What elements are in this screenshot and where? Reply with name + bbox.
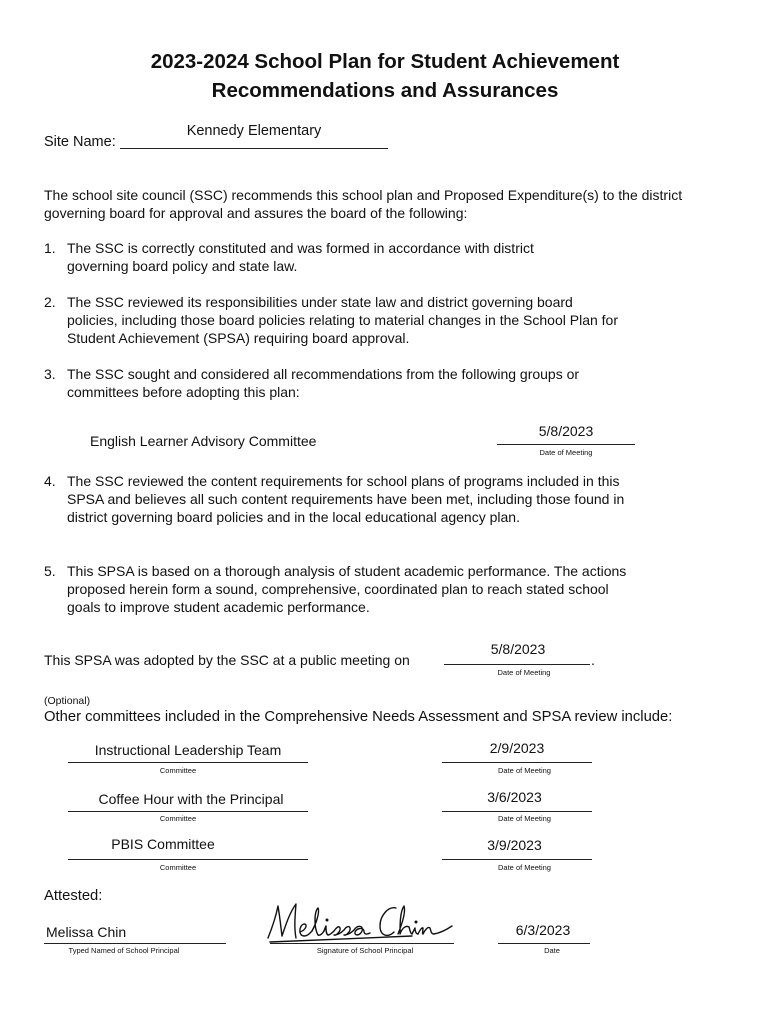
intro-paragraph: The school site council (SSC) recommends this school plan and Proposed Expenditure(s) to the district governing board for approval and assures the board of the following: [44,187,683,221]
item-1-number: 1. [44,240,56,256]
committee-1-date-caption: Date of Meeting [498,766,551,775]
committee-2-date-line [442,811,592,812]
committee-1-caption: Committee [159,766,197,775]
site-name-underline [120,148,388,149]
elac-committee-name: English Learner Advisory Committee [90,433,317,449]
committee-3-line [68,859,308,860]
committee-2-date-caption: Date of Meeting [498,814,551,823]
adopted-date: 5/8/2023 [490,641,546,657]
committee-3-date: 3/9/2023 [487,837,542,853]
committee-3-name: PBIS Committee [111,836,215,852]
signature-line [270,943,454,944]
item-5-text: This SPSA is based on a thorough analysis of student academic performance. The actions proposed herein form a sound, comprehensive, coordinated plan to reach stated school goals to improve student academic performance. [67,563,627,615]
signature-caption: Signature of School Principal [316,946,414,955]
item-2-text: The SSC reviewed its responsibilities under state law and district governing board policies, including those board policies relating to material changes in the School Plan for Student Achievement (SPSA) requiring board approval. [67,294,618,346]
committee-1-line [68,762,308,763]
item-1-text: The SSC is correctly constituted and was formed in accordance with district governing board policy and state law. [67,240,534,274]
doc-title-line2: Recommendations and Assurances [211,79,559,102]
sign-date-caption: Date [544,946,560,955]
site-name-value: Kennedy Elementary [186,123,322,139]
sign-date-line [498,943,590,944]
other-committees-label: Other committees included in the Comprehensive Needs Assessment and SPSA review include: [44,709,673,725]
committee-2-date: 3/6/2023 [487,789,542,805]
committee-2-line [68,811,308,812]
committee-2-name: Coffee Hour with the Principal [98,791,284,807]
item-3-number: 3. [44,366,56,382]
committee-3-date-caption: Date of Meeting [498,863,551,872]
item-4-number: 4. [44,473,56,489]
adopted-date-caption: Date of Meeting [497,668,551,677]
committee-1-name: Instructional Leadership Team [94,742,282,758]
principal-typed-name: Melissa Chin [46,924,127,940]
attested-label: Attested: [44,888,103,904]
item-3-text: The SSC sought and considered all recommendations from the following groups or committees before adopting this plan: [67,366,580,400]
principal-name-line [44,943,226,944]
elac-date-caption: Date of Meeting [539,448,593,457]
item-4-text: The SSC reviewed the content requirements for school plans of programs included in this SPSA and believes all such content requirements have been met, including those found in district governing board policies and in the local educational agency plan. [67,473,625,525]
committee-3-caption: Committee [159,863,197,872]
adopted-statement: This SPSA was adopted by the SSC at a public meeting on [44,652,410,668]
elac-meeting-date: 5/8/2023 [538,423,594,439]
doc-title-line1: 2023-2024 School Plan for Student Achievement [150,50,620,73]
adopted-date-line [444,664,590,665]
committee-3-date-line [442,859,592,860]
site-name-label: Site Name: [44,134,116,150]
committee-1-date-line [442,762,592,763]
principal-signature [262,898,458,946]
item-2-number: 2. [44,294,56,310]
principal-name-caption: Typed Named of School Principal [68,946,180,955]
sign-date: 6/3/2023 [515,922,571,938]
committee-2-caption: Committee [159,814,197,823]
optional-label: (Optional) [44,695,91,707]
committee-1-date: 2/9/2023 [489,740,545,756]
elac-date-line [497,444,635,445]
adopted-period: . [591,652,595,668]
item-5-number: 5. [44,563,56,579]
